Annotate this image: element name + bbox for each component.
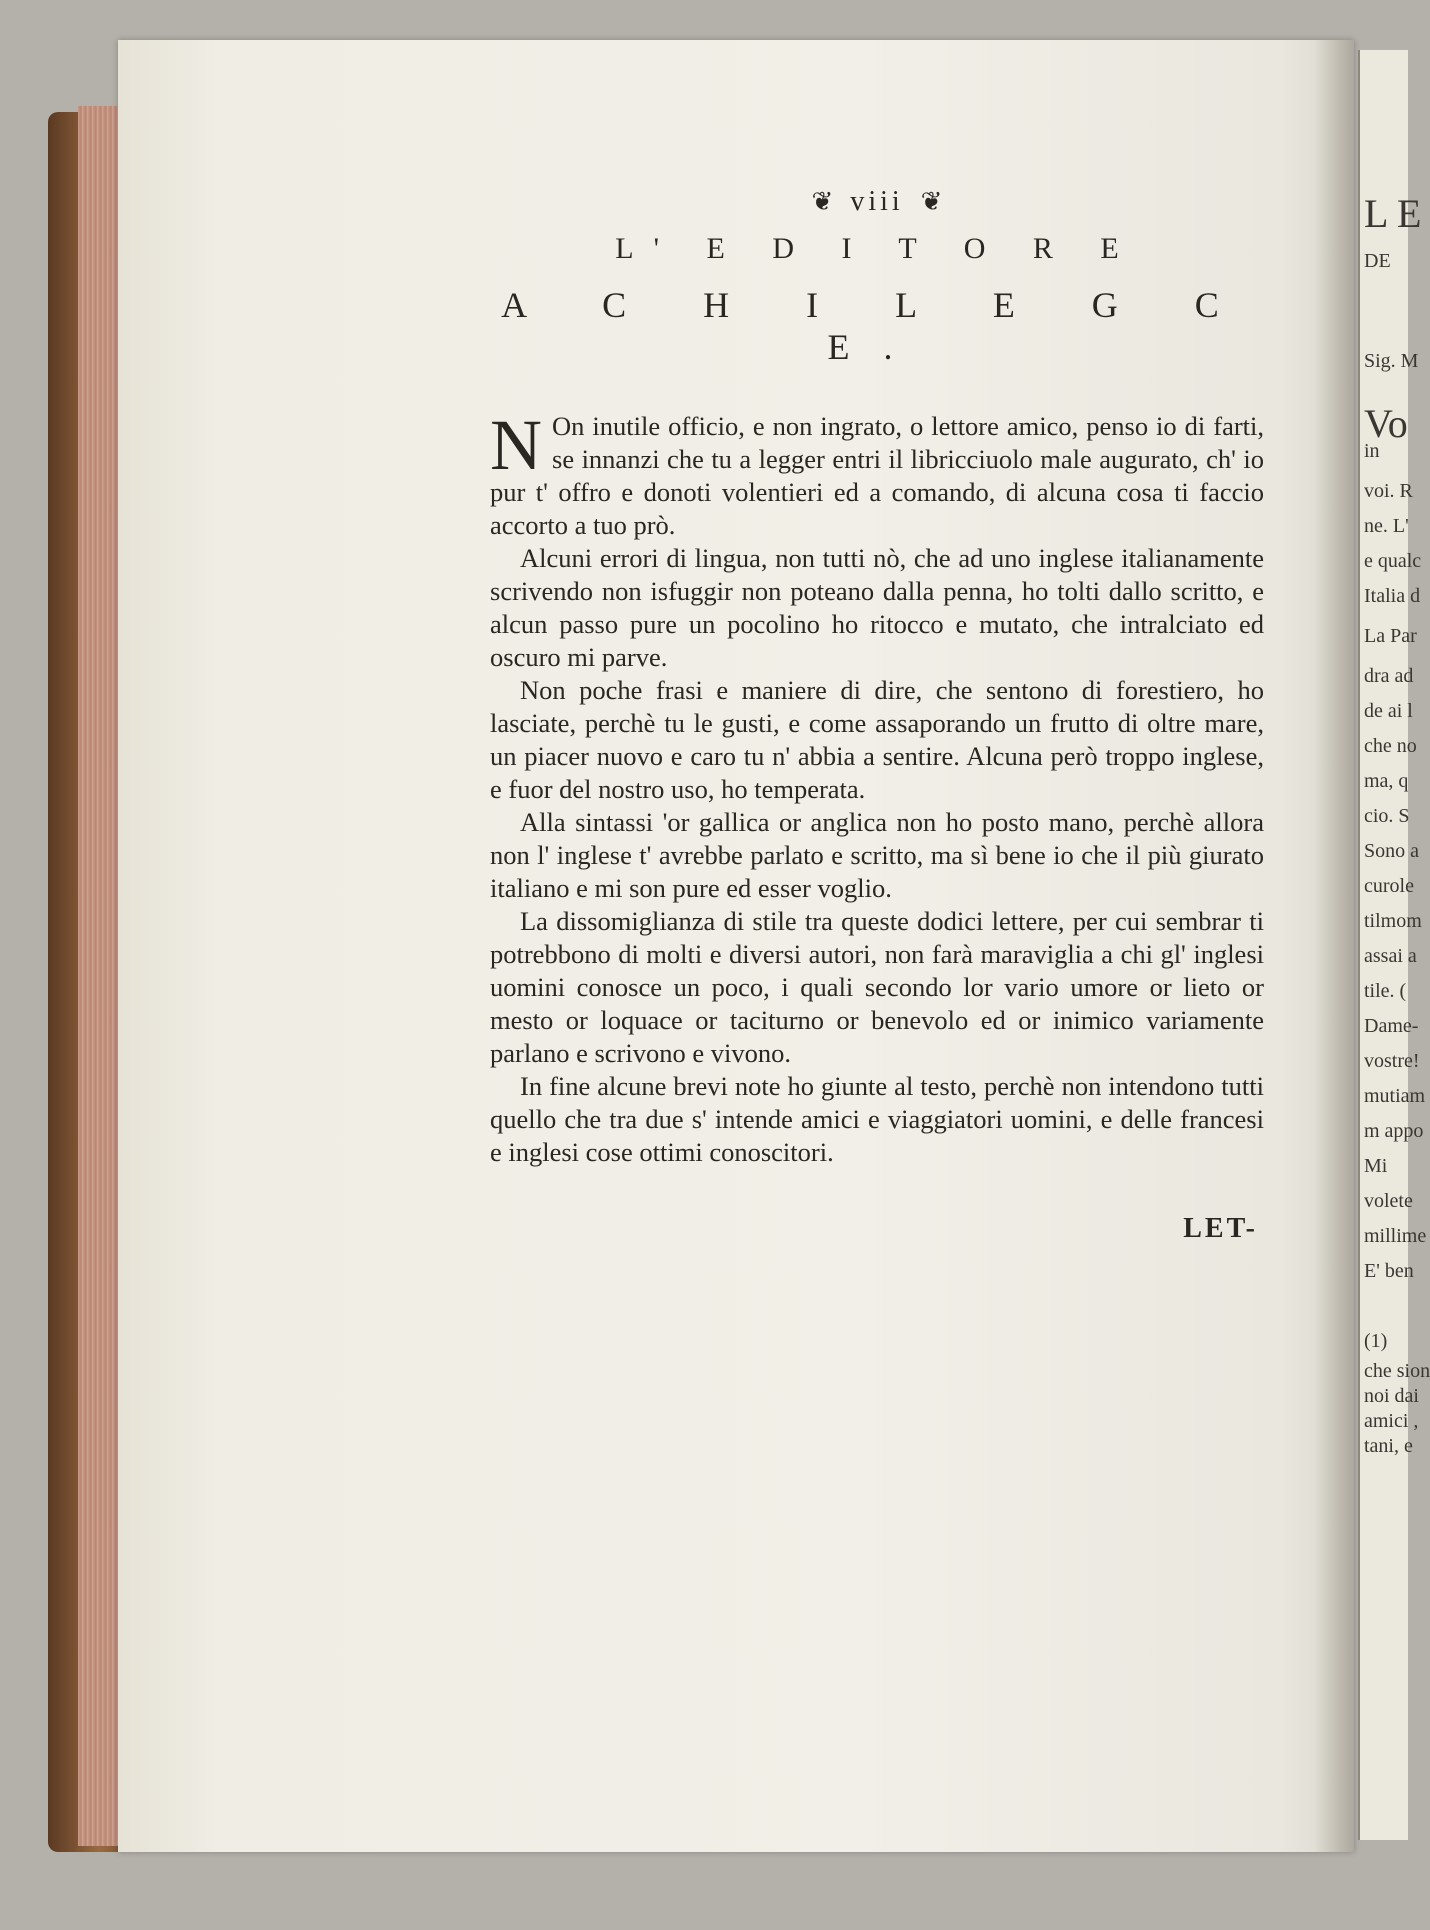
paragraph-text: On inutile officio, e non ingrato, o lettore amico, penso io di farti, se innanzi che tu a legger entri il libricciuolo male augurato, ch' io pur t' offro e donoti volentieri ed a comando, di alcuna cosa ti faccio accorto a tuo prò. [490,411,1264,540]
adjacent-page-fragment: Dame- [1364,1015,1419,1037]
adjacent-page-fragment: assai a [1364,945,1417,967]
adjacent-page-fragment: tani, e [1364,1435,1413,1457]
catchword: LET- [1183,1213,1258,1244]
section-title-line-1: L' E D I T O R E [615,232,1139,265]
fleuron-left-icon: ❦ [811,187,834,216]
adjacent-page-fragment: Italia d [1364,585,1421,607]
fleuron-right-icon: ❦ [920,187,943,216]
adjacent-page [1358,50,1430,1840]
running-header [490,186,1264,218]
adjacent-page-fragment: tilmom [1364,910,1422,932]
adjacent-page-fragment: curole [1364,875,1414,897]
adjacent-page-fragment: che sion [1364,1360,1430,1382]
paragraph-1 [490,405,1264,542]
paragraph-5: La dissomiglianza di stile tra queste dodici lettere, per cui sembrar ti potrebbono di molti e diversi autori, non farà maraviglia a chi gl' inglesi uomini conosce un poco, i quali secondo lor vario umore or lieto or mesto or loquace or taciturno or benevolo ed or inimico variamente parlano e scrivono e vivono. [490,906,1264,1068]
adjacent-page-fragment: ma, q [1364,770,1409,792]
adjacent-page-fragment: vostre! [1364,1050,1420,1072]
adjacent-page-fragment: E' ben [1364,1260,1414,1282]
adjacent-page-fragment: dra ad [1364,665,1414,687]
adjacent-page-fragment: Sono a [1364,840,1419,862]
adjacent-page-fragment: in [1364,440,1380,462]
adjacent-page-fragment: ne. L' [1364,515,1409,537]
adjacent-page-fragment: cio. S [1364,805,1410,827]
adjacent-page-fragment: tile. ( [1364,980,1407,1002]
page-gutter [1314,40,1354,1852]
adjacent-page-fragment: L E [1364,191,1422,236]
adjacent-page-fragment: millime [1364,1225,1427,1247]
paragraph-3: Non poche frasi e maniere di dire, che sentono di forestiero, ho lasciate, perchè tu le gusti, e come assaporando un frutto di oltre mare, un piacer nuovo e caro tu n' abbia a sentire. Alcuna però troppo inglese, e fuor del nostro uso, ho temperata. [490,675,1264,804]
drop-cap: N [490,405,542,485]
adjacent-page-fragment: Sig. M [1364,350,1419,372]
adjacent-page-fragment: DE [1364,250,1391,272]
adjacent-page-fragment: noi dai [1364,1385,1419,1407]
paragraph-4: Alla sintassi 'or gallica or anglica non ho posto mano, perchè allora non l' inglese t' avrebbe parlato e scritto, ma sì bene io che il più giurato italiano e mi son pure ed esser voglio. [490,807,1264,903]
section-title-line-2: A C H I L E G C E. [501,285,1253,367]
paragraph-6: In fine alcune brevi note ho giunte al testo, perchè non intendono tutti quello che tra due s' intende amici e viaggiatori uomini, e delle francesi e inglesi cose ottimi conoscitori. [490,1071,1264,1167]
adjacent-page-fragment: Mi [1364,1155,1388,1177]
adjacent-page-fragment: volete [1364,1190,1413,1212]
adjacent-page-fragment: de ai l [1364,700,1413,722]
adjacent-page-fragment: Vo [1364,401,1408,446]
adjacent-page-fragment: che no [1364,735,1417,757]
adjacent-page-fragment: mutiam [1364,1085,1426,1107]
adjacent-page-fragment: amici , [1364,1410,1419,1432]
adjacent-page-fragment: m appo [1364,1120,1424,1142]
page-number: viii [850,186,904,217]
paragraph-2: Alcuni errori di lingua, non tutti nò, che ad uno inglese italianamente scrivendo non isfuggir non poteano dalla penna, ho tolti dallo scritto, e alcun passo pure un pocolino ho ritocco e mutato, che intralciato ed oscuro mi parve. [490,543,1264,672]
adjacent-page-fragment: (1) [1364,1330,1388,1352]
adjacent-page-fragment: e qualc [1364,550,1422,572]
adjacent-page-fragment: voi. R [1364,480,1413,502]
page-text [490,186,1264,1245]
adjacent-page-fragment: La Par [1364,625,1417,647]
